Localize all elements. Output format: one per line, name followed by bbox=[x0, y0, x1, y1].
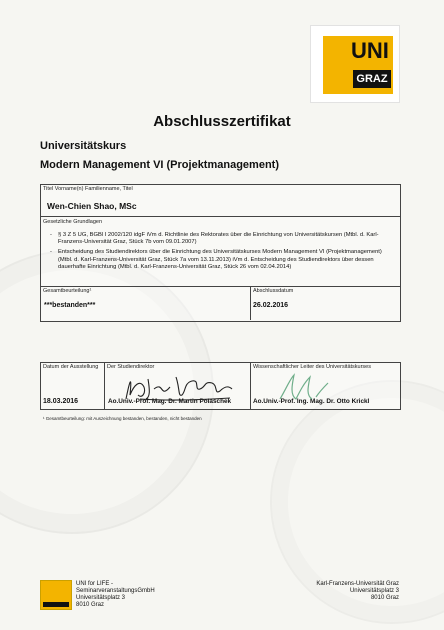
divider bbox=[40, 216, 400, 217]
issuer-address-line: Universitätsplatz 3 bbox=[76, 595, 126, 601]
logo-uni-text: UNI bbox=[351, 38, 389, 63]
completion-date-value: 26.02.2016 bbox=[253, 302, 289, 309]
issuer-address bbox=[76, 581, 155, 609]
uni-for-life-logo bbox=[40, 580, 72, 610]
university-address-line: Karl-Franzens-Universität Graz bbox=[316, 581, 399, 587]
name-value: Wen-Chien Shao, MSc bbox=[47, 201, 137, 211]
issue-date-value: 18.03.2016 bbox=[43, 398, 79, 405]
grade-label: Gesamtbeurteilung¹ bbox=[43, 288, 92, 294]
mini-logo-bar bbox=[43, 602, 69, 607]
issue-date-label: Datum der Ausstellung bbox=[43, 364, 99, 370]
logo-graz-text: GRAZ bbox=[353, 70, 391, 88]
legal-basis-label: Gesetzliche Grundlagen bbox=[43, 219, 103, 225]
grade-footnote: ¹ Gesamtbeurteilung: mit Auszeichnung bestanden, bestanden, nicht bestanden bbox=[43, 416, 202, 421]
issuer-address-line: SeminarveranstaltungsGmbH bbox=[76, 588, 155, 594]
director-label: Der Studiendirektor bbox=[107, 364, 155, 370]
issuer-address-line: UNI for LIFE - bbox=[76, 581, 114, 587]
divider bbox=[250, 286, 251, 320]
scientific-lead-name: Ao.Univ.-Prof. Ing. Mag. Dr. Otto Krickl bbox=[253, 398, 370, 405]
course-name: Modern Management VI (Projektmanagement) bbox=[40, 159, 279, 171]
name-label: Titel Vorname(n) Familienname, Titel bbox=[43, 186, 133, 192]
completion-date-label: Abschlussdatum bbox=[253, 288, 294, 294]
legal-basis-item: - Entscheidung des Studiendirektors über die Einrichtung des Universitätskurses Modern Management VI (Projektmanagement) (Mtbl. d. Karl-Franzens-Universität Graz, Stück 7a vom 13.11.2013) iVm d. Entscheidung des Studiendirektors über dessen dauerhafte Einrichtung (Mtbl. d. Karl-Franzens-Universität Graz, Stück 26 vom 02.04.2014) bbox=[50, 249, 390, 271]
director-name: Ao.Univ.-Prof. Mag. Dr. Martin Polaschek bbox=[108, 398, 232, 405]
university-address-line: 8010 Graz bbox=[370, 595, 399, 601]
course-type: Universitätskurs bbox=[40, 140, 127, 152]
legal-basis-list bbox=[50, 232, 390, 274]
grade-value: ***bestanden*** bbox=[44, 302, 96, 309]
issuer-address-line: 8010 Graz bbox=[76, 602, 105, 608]
divider bbox=[104, 362, 105, 409]
divider bbox=[40, 286, 400, 287]
certificate-title: Abschlusszertifikat bbox=[153, 113, 291, 130]
university-address-line: Universitätsplatz 3 bbox=[349, 588, 399, 594]
divider bbox=[250, 362, 251, 409]
university-address bbox=[316, 581, 399, 602]
director-signature bbox=[120, 369, 240, 405]
scientific-lead-label: Wissenschaftlicher Leiter des Universitätskurses bbox=[253, 364, 371, 370]
scientific-lead-signature bbox=[272, 369, 332, 405]
legal-basis-item: - § 3 Z 5 UG, BGBl I 2002/120 idgF iVm d. Richtlinie des Rektorates über die Einrichtung von Universitätskursen (Mtbl. d. Karl-Franzens-Universität Graz, Stück 7b vom 09.01.2007) bbox=[50, 232, 390, 246]
uni-graz-logo bbox=[310, 25, 400, 103]
